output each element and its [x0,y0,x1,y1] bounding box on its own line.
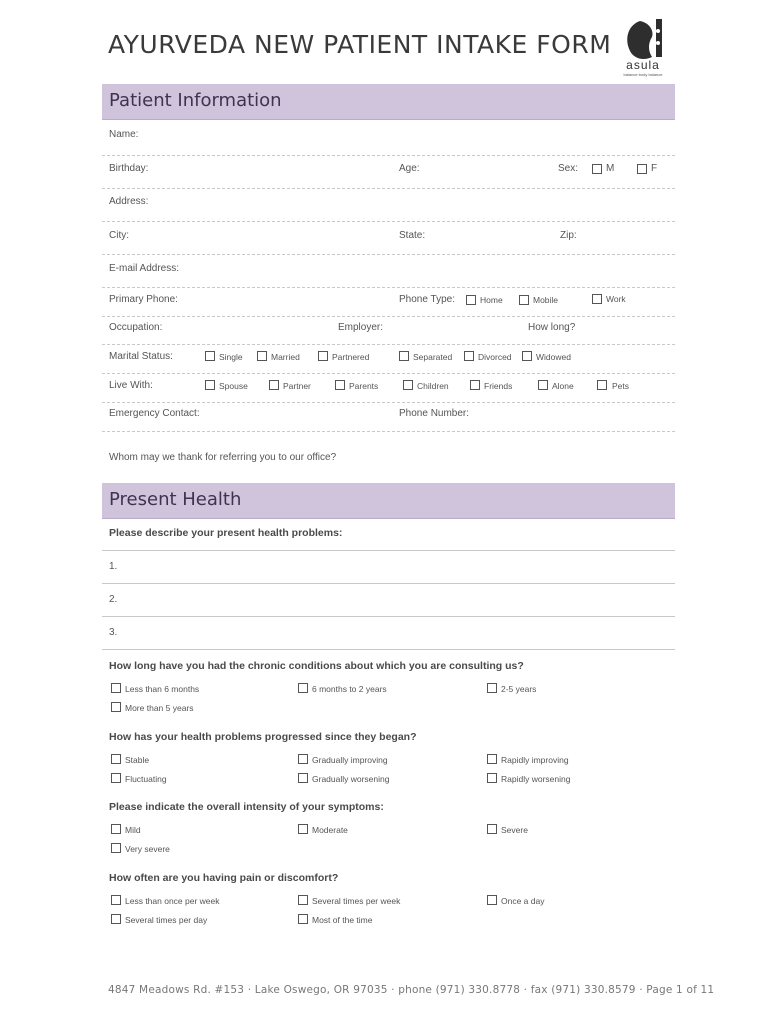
phone-home-label: Home [480,295,503,305]
marital-married-checkbox[interactable] [257,351,267,361]
divider [102,344,675,345]
describe-problems-question: Please describe your present health problems: [109,527,343,539]
live-spouse-label: Spouse [219,381,248,391]
marital-married-label: Married [271,352,300,362]
intensity-mild-checkbox[interactable] [111,824,121,834]
pain-option-label: Several times per day [125,915,208,925]
intensity-option-label: Very severe [125,844,170,854]
sex-label: Sex: [558,163,579,174]
live-children-label: Children [417,381,449,391]
name-label: Name: [109,129,139,140]
marital-separated-checkbox[interactable] [399,351,409,361]
form-title: AYURVEDA NEW PATIENT INTAKE FORM [108,30,612,59]
age-label: Age: [399,163,420,174]
intensity-option-label: Severe [501,825,528,835]
referral-label: Whom may we thank for referring you to our office? [109,452,337,463]
progress-rapidly-worsening-checkbox[interactable] [487,773,497,783]
progress-fluctuating-checkbox[interactable] [111,773,121,783]
progress-question: How has your health problems progressed since they began? [109,731,417,743]
duration-6m-2y-checkbox[interactable] [298,683,308,693]
pain-several-day-checkbox[interactable] [111,914,121,924]
intensity-very-severe-checkbox[interactable] [111,843,121,853]
marital-status-label: Marital Status: [109,351,173,362]
duration-option-label: 2-5 years [501,684,537,694]
phone-home-checkbox[interactable] [466,295,476,305]
intensity-question: Please indicate the overall intensity of your symptoms: [109,801,384,813]
pain-option-label: Most of the time [312,915,373,925]
birthday-label: Birthday: [109,163,149,174]
marital-widowed-label: Widowed [536,352,571,362]
divider [102,583,675,584]
live-pets-checkbox[interactable] [597,380,607,390]
how-long-label: How long? [528,322,576,333]
divider [102,316,675,317]
progress-option-label: Rapidly improving [501,755,569,765]
intensity-option-label: Moderate [312,825,348,835]
divider [102,254,675,255]
divider [102,155,675,156]
problem-line: 3. [109,627,118,638]
city-label: City: [109,230,129,241]
intensity-moderate-checkbox[interactable] [298,824,308,834]
patient-information-header [102,84,675,120]
live-friends-label: Friends [484,381,513,391]
address-label: Address: [109,196,149,207]
phone-number-label: Phone Number: [399,408,470,419]
employer-label: Employer: [338,322,384,333]
marital-widowed-checkbox[interactable] [522,351,532,361]
problem-line: 1. [109,561,118,572]
state-label: State: [399,230,426,241]
problem-line: 2. [109,594,118,605]
marital-divorced-label: Divorced [478,352,512,362]
pain-most-time-checkbox[interactable] [298,914,308,924]
sex-f-label: F [651,163,658,174]
divider [102,649,675,650]
marital-single-checkbox[interactable] [205,351,215,361]
progress-option-label: Gradually improving [312,755,388,765]
duration-question: How long have you had the chronic conditions about which you are consulting us? [109,660,524,672]
divider [102,188,675,189]
marital-partnered-label: Partnered [332,352,370,362]
pain-option-label: Less than once per week [125,896,220,906]
zip-label: Zip: [560,230,577,241]
duration-2-5y-checkbox[interactable] [487,683,497,693]
primary-phone-label: Primary Phone: [109,294,178,305]
live-parents-checkbox[interactable] [335,380,345,390]
sex-f-checkbox[interactable] [637,164,647,174]
duration-more-5y-checkbox[interactable] [111,702,121,712]
progress-option-label: Rapidly worsening [501,774,571,784]
section-title: Present Health [109,489,242,510]
progress-option-label: Stable [125,755,150,765]
progress-stable-checkbox[interactable] [111,754,121,764]
live-with-label: Live With: [109,380,153,391]
sex-m-label: M [606,163,615,174]
marital-separated-label: Separated [413,352,453,362]
marital-divorced-checkbox[interactable] [464,351,474,361]
page-footer: 4847 Meadows Rd. #153 · Lake Oswego, OR 97035 · phone (971) 330.8778 · fax (971) 330.8579 · Page 1 of 11 [108,984,715,996]
intensity-severe-checkbox[interactable] [487,824,497,834]
present-health-header [102,483,675,519]
live-alone-label: Alone [552,381,574,391]
divider [102,221,675,222]
phone-type-label: Phone Type: [399,294,455,305]
divider [102,550,675,551]
logo-tagline: balance body balance [623,72,663,77]
divider [102,431,675,432]
section-title: Patient Information [109,90,282,111]
live-partner-checkbox[interactable] [269,380,279,390]
divider [102,616,675,617]
sex-m-checkbox[interactable] [592,164,602,174]
progress-option-label: Gradually worsening [312,774,390,784]
duration-less-6-months-checkbox[interactable] [111,683,121,693]
pain-option-label: Several times per week [312,896,401,906]
logo-wordmark: asula [626,58,660,72]
marital-single-label: Single [219,352,243,362]
progress-option-label: Fluctuating [125,774,167,784]
live-pets-label: Pets [612,381,630,391]
phone-mobile-label: Mobile [533,295,559,305]
live-children-checkbox[interactable] [403,380,413,390]
divider [102,373,675,374]
phone-work-checkbox[interactable] [592,294,602,304]
duration-option-label: 6 months to 2 years [312,684,387,694]
live-alone-checkbox[interactable] [538,380,548,390]
progress-gradually-improving-checkbox[interactable] [298,754,308,764]
pain-question: How often are you having pain or discomfort? [109,872,339,884]
pain-once-day-checkbox[interactable] [487,895,497,905]
duration-option-label: Less than 6 months [125,684,200,694]
phone-mobile-checkbox[interactable] [519,295,529,305]
live-parents-label: Parents [349,381,379,391]
duration-option-label: More than 5 years [125,703,194,713]
progress-rapidly-improving-checkbox[interactable] [487,754,497,764]
emergency-contact-label: Emergency Contact: [109,408,200,419]
live-friends-checkbox[interactable] [470,380,480,390]
marital-partnered-checkbox[interactable] [318,351,328,361]
live-spouse-checkbox[interactable] [205,380,215,390]
intensity-option-label: Mild [125,825,141,835]
pain-several-week-checkbox[interactable] [298,895,308,905]
phone-work-label: Work [606,294,626,304]
email-label: E-mail Address: [109,263,180,274]
occupation-label: Occupation: [109,322,163,333]
divider [102,287,675,288]
pain-less-once-week-checkbox[interactable] [111,895,121,905]
live-partner-label: Partner [283,381,311,391]
pain-option-label: Once a day [501,896,545,906]
divider [102,402,675,403]
progress-gradually-worsening-checkbox[interactable] [298,773,308,783]
